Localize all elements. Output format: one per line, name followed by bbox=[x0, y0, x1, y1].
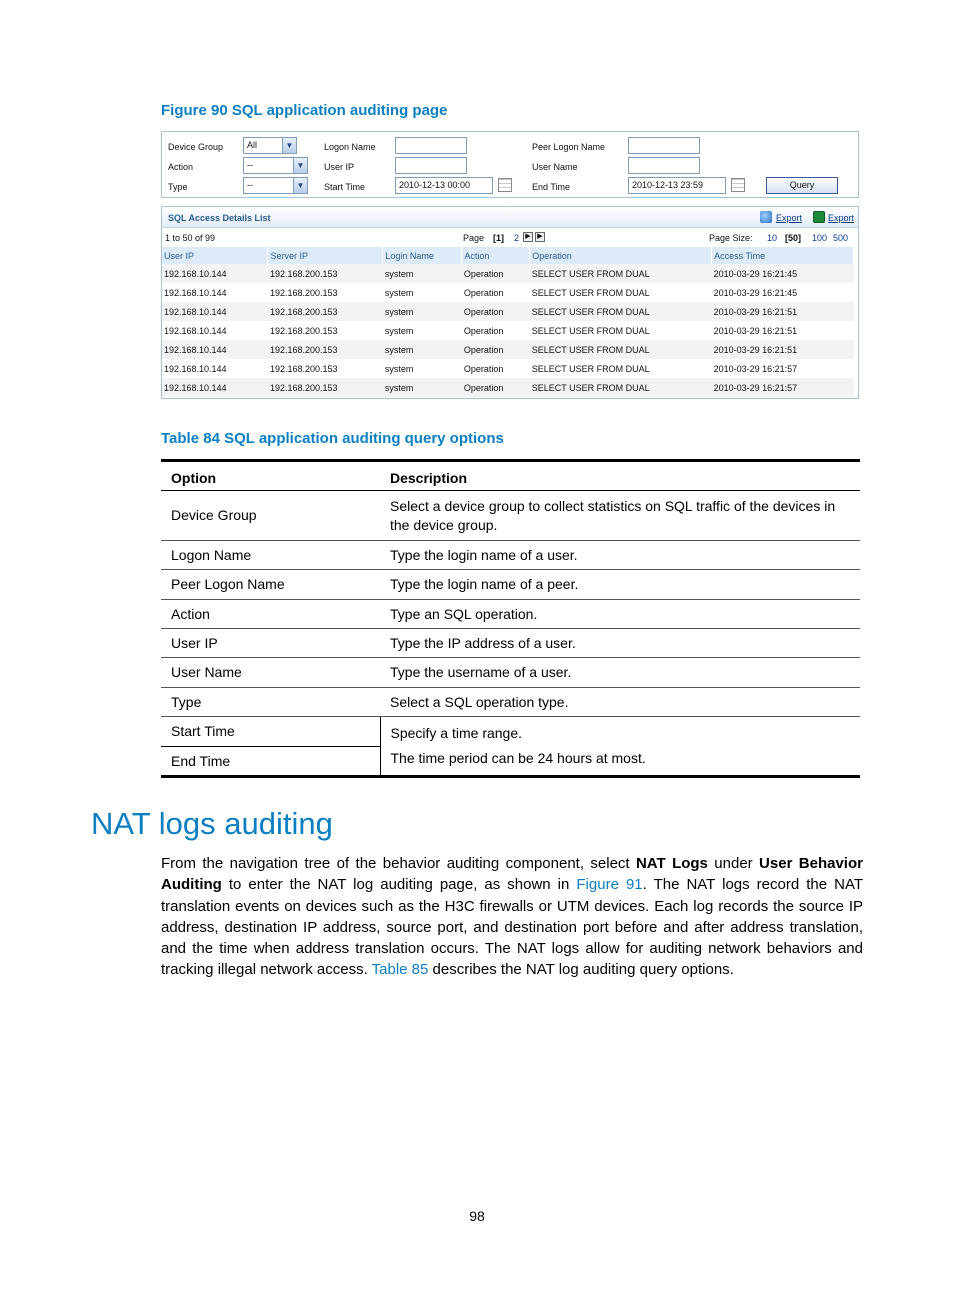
table-caption: Table 84 SQL application auditing query options bbox=[161, 430, 504, 447]
header-description: Description bbox=[380, 461, 860, 491]
cell-login-name: system bbox=[383, 378, 462, 397]
page-size-10[interactable]: 10 bbox=[767, 233, 778, 243]
cell-server-ip: 192.168.200.153 bbox=[268, 264, 383, 283]
cell-operation: SELECT USER FROM DUAL bbox=[531, 287, 650, 298]
option-description bbox=[380, 717, 860, 777]
cell-server-ip: 192.168.200.153 bbox=[269, 363, 338, 374]
option-name: Peer Logon Name bbox=[161, 570, 380, 600]
table-85-link[interactable]: Table 85 bbox=[371, 961, 429, 979]
next-page-icon[interactable]: ▶ bbox=[523, 232, 533, 242]
device-group-label: Device Group bbox=[168, 142, 224, 152]
option-name: Device Group bbox=[161, 491, 380, 541]
type-select[interactable] bbox=[243, 177, 308, 194]
text-run: under bbox=[707, 855, 760, 872]
sql-access-table bbox=[162, 247, 854, 397]
last-page-icon[interactable]: ▶ bbox=[535, 232, 545, 242]
table-row bbox=[161, 541, 860, 570]
device-group-select[interactable] bbox=[243, 137, 297, 154]
cell-user-ip: 192.168.10.144 bbox=[164, 363, 227, 374]
cell-server-ip: 192.168.200.153 bbox=[268, 302, 383, 321]
action-label: Action bbox=[168, 162, 194, 172]
cell-action: Operation bbox=[463, 325, 504, 336]
figure-caption: Figure 90 SQL application auditing page bbox=[161, 102, 448, 119]
page-size-500[interactable]: 500 bbox=[833, 233, 849, 243]
export-excel-link[interactable]: Export bbox=[828, 213, 855, 223]
cell-access-time: 2010-03-29 16:21:57 bbox=[712, 378, 854, 397]
cell-login-name: system bbox=[383, 340, 462, 359]
query-panel bbox=[161, 131, 859, 198]
export-link[interactable]: Export bbox=[776, 213, 803, 223]
cell-server-ip: 192.168.200.153 bbox=[269, 325, 338, 336]
cell-login-name: system bbox=[384, 363, 414, 374]
page-size-100[interactable]: 100 bbox=[812, 233, 828, 243]
option-name: Start Time bbox=[161, 717, 380, 747]
start-time-value: 2010-12-13 00:00 bbox=[399, 180, 471, 190]
cell-access-time: 2010-03-29 16:21:45 bbox=[712, 264, 854, 283]
end-time-label: End Time bbox=[532, 182, 571, 192]
cell-access-time: 2010-03-29 16:21:51 bbox=[712, 302, 854, 321]
excel-icon[interactable] bbox=[813, 211, 825, 223]
time-desc-line-2: The time period can be 24 hours at most. bbox=[390, 750, 646, 766]
time-desc-line-1: Specify a time range. bbox=[390, 725, 523, 741]
page-size-label: Page Size: bbox=[709, 233, 753, 243]
page-link-2[interactable]: 2 bbox=[514, 233, 520, 243]
cell-action: Operation bbox=[462, 302, 530, 321]
cell-server-ip: 192.168.200.153 bbox=[269, 287, 338, 298]
user-name-label: User Name bbox=[532, 162, 578, 172]
cell-login-name: system bbox=[384, 325, 414, 336]
cell-action: Operation bbox=[462, 264, 530, 283]
cell-user-ip: 192.168.10.144 bbox=[162, 302, 268, 321]
table-row bbox=[162, 302, 854, 321]
column-header[interactable]: Access Time bbox=[712, 247, 854, 264]
option-name: User Name bbox=[161, 658, 380, 688]
bold-user-behavior-auditing: User Behavior Auditing bbox=[161, 855, 863, 894]
column-header[interactable]: Operation bbox=[530, 247, 712, 264]
type-label: Type bbox=[168, 182, 188, 192]
logon-name-label: Logon Name bbox=[324, 142, 376, 152]
cell-user-ip: 192.168.10.144 bbox=[162, 264, 268, 283]
cell-operation: SELECT USER FROM DUAL bbox=[530, 302, 712, 321]
table-header-row bbox=[162, 247, 854, 264]
table-row bbox=[161, 491, 860, 541]
action-value: -- bbox=[247, 160, 253, 170]
header-option: Option bbox=[161, 461, 380, 491]
table-row bbox=[161, 717, 860, 747]
page-label: Page bbox=[463, 233, 485, 243]
pager bbox=[162, 229, 858, 245]
table-row bbox=[161, 658, 860, 688]
option-description: Select a SQL operation type. bbox=[380, 688, 860, 717]
text-run: . The NAT logs record the NAT translation events on devices such as the H3C firewalls or UTM devices. Each log records the source IP address, destination IP address, source port, and destination port before and after address translation, and the time when address translation occurs. The NAT logs allow for auditing network behaviors and tracking illegal network access. bbox=[161, 876, 864, 979]
type-value: -- bbox=[247, 180, 253, 190]
calendar-icon[interactable] bbox=[731, 178, 745, 192]
cell-access-time: 2010-03-29 16:21:57 bbox=[713, 363, 798, 374]
cell-operation: SELECT USER FROM DUAL bbox=[530, 264, 712, 283]
table-row bbox=[161, 688, 860, 717]
table-row bbox=[162, 340, 854, 359]
section-title: NAT logs auditing bbox=[91, 806, 333, 841]
chevron-down-icon: ▼ bbox=[282, 138, 296, 153]
body-paragraph bbox=[161, 853, 863, 981]
options-table bbox=[161, 459, 860, 778]
peer-logon-name-label: Peer Logon Name bbox=[532, 142, 606, 152]
figure-91-link[interactable]: Figure 91 bbox=[576, 876, 643, 894]
cell-access-time: 2010-03-29 16:21:45 bbox=[713, 287, 798, 298]
option-name: Action bbox=[161, 600, 380, 629]
peer-logon-name-input[interactable] bbox=[628, 137, 700, 154]
cell-user-ip: 192.168.10.144 bbox=[162, 378, 268, 397]
column-header[interactable]: User IP bbox=[162, 247, 268, 264]
table-row bbox=[162, 378, 854, 397]
cell-user-ip: 192.168.10.144 bbox=[164, 325, 227, 336]
table-row bbox=[162, 264, 854, 283]
cell-action: Operation bbox=[462, 340, 530, 359]
option-name: Type bbox=[161, 688, 380, 717]
list-header bbox=[162, 206, 858, 228]
option-description: Type the login name of a user. bbox=[380, 541, 860, 570]
column-header[interactable]: Login Name bbox=[383, 247, 462, 264]
cell-access-time: 2010-03-29 16:21:51 bbox=[713, 325, 798, 336]
cell-operation: SELECT USER FROM DUAL bbox=[531, 363, 650, 374]
table-row bbox=[162, 283, 854, 302]
user-ip-label: User IP bbox=[324, 162, 355, 172]
sql-access-list-panel bbox=[161, 206, 859, 399]
cell-login-name: system bbox=[383, 264, 462, 283]
table-row bbox=[162, 359, 854, 378]
option-name: End Time bbox=[161, 747, 380, 777]
column-header[interactable]: Server IP bbox=[268, 247, 383, 264]
range-text: 1 to 50 of 99 bbox=[165, 233, 216, 243]
end-time-value: 2010-12-13 23:59 bbox=[632, 180, 704, 190]
end-time-input[interactable] bbox=[628, 177, 726, 194]
option-name: User IP bbox=[161, 629, 380, 658]
option-description: Type the IP address of a user. bbox=[380, 629, 860, 658]
device-group-value: All bbox=[247, 140, 258, 150]
user-ip-input[interactable] bbox=[395, 157, 467, 174]
cell-server-ip: 192.168.200.153 bbox=[268, 378, 383, 397]
cell-operation: SELECT USER FROM DUAL bbox=[531, 325, 650, 336]
cell-operation: SELECT USER FROM DUAL bbox=[530, 340, 712, 359]
cell-action: Operation bbox=[462, 378, 530, 397]
cell-user-ip: 192.168.10.144 bbox=[162, 340, 268, 359]
query-button[interactable]: Query bbox=[766, 177, 838, 194]
cell-access-time: 2010-03-29 16:21:51 bbox=[712, 340, 854, 359]
chevron-down-icon: ▼ bbox=[293, 158, 307, 173]
table-row bbox=[161, 570, 860, 600]
column-header[interactable]: Action bbox=[462, 247, 530, 264]
page-number: 98 bbox=[469, 1208, 485, 1224]
cell-action: Operation bbox=[463, 363, 504, 374]
cell-user-ip: 192.168.10.144 bbox=[164, 287, 227, 298]
text-run: to enter the NAT log auditing page, as shown in bbox=[221, 876, 577, 894]
cell-server-ip: 192.168.200.153 bbox=[268, 340, 383, 359]
logon-name-input[interactable] bbox=[395, 137, 467, 154]
table-row bbox=[161, 629, 860, 658]
cell-operation: SELECT USER FROM DUAL bbox=[530, 378, 712, 397]
option-description: Type an SQL operation. bbox=[380, 600, 860, 629]
table-row bbox=[161, 600, 860, 629]
start-time-input[interactable] bbox=[395, 177, 493, 194]
option-description: Select a device group to collect statistics on SQL traffic of the devices in the device group. bbox=[380, 491, 860, 541]
page-current: [1] bbox=[493, 233, 504, 243]
start-time-label: Start Time bbox=[324, 182, 366, 192]
calendar-icon[interactable] bbox=[498, 178, 512, 192]
bold-nat-logs: NAT Logs bbox=[635, 855, 708, 872]
cell-login-name: system bbox=[383, 302, 462, 321]
option-description: Type the login name of a peer. bbox=[380, 570, 860, 600]
options-header-row bbox=[161, 461, 860, 491]
text-run: From the navigation tree of the behavior auditing component, select bbox=[161, 855, 636, 872]
table-row bbox=[162, 321, 854, 340]
page-size-50: [50] bbox=[785, 233, 802, 243]
chevron-down-icon: ▼ bbox=[293, 178, 307, 193]
cell-action: Operation bbox=[463, 287, 504, 298]
list-title: SQL Access Details List bbox=[168, 213, 271, 223]
user-name-input[interactable] bbox=[628, 157, 700, 174]
action-select[interactable] bbox=[243, 157, 308, 174]
option-description: Type the username of a user. bbox=[380, 658, 860, 688]
text-run: describes the NAT log auditing query options. bbox=[428, 961, 734, 979]
option-name: Logon Name bbox=[161, 541, 380, 570]
cell-login-name: system bbox=[384, 287, 414, 298]
export-globe-icon[interactable] bbox=[760, 211, 772, 223]
